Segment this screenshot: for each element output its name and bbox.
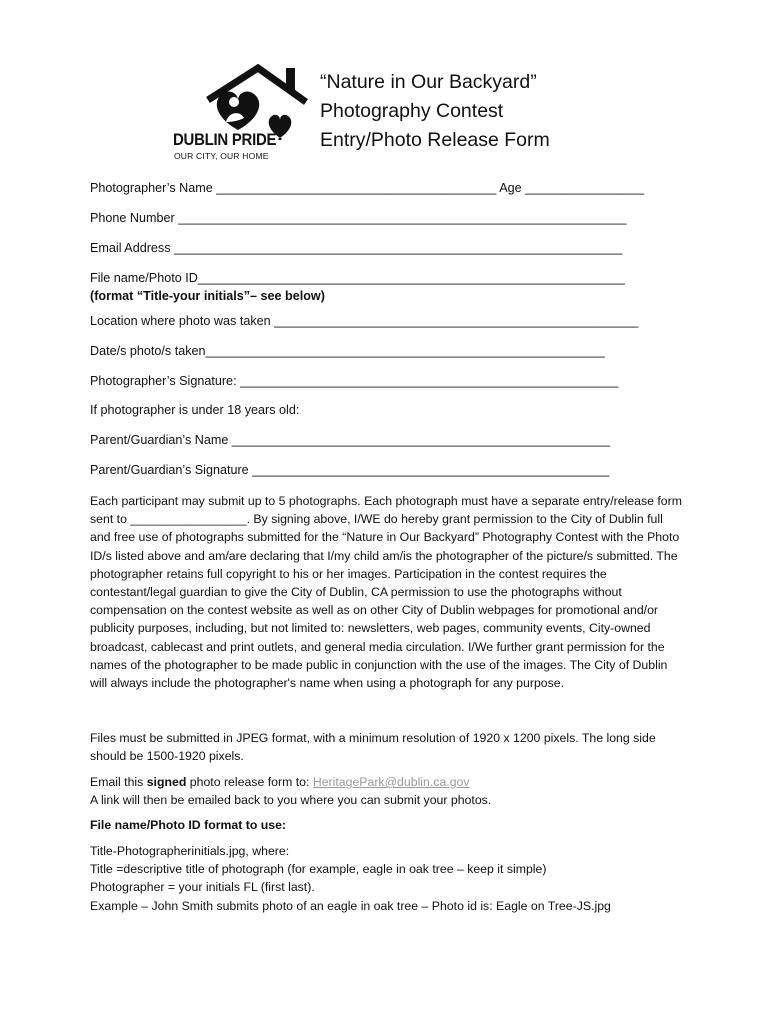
format-line-2: Title =descriptive title of photograph (for example, eagle in oak tree – keep it simple) (90, 862, 547, 877)
logo-tagline: OUR CITY, OUR HOME (174, 151, 269, 161)
email-mid: photo release form to: (186, 775, 313, 789)
form-title (320, 68, 550, 155)
dublin-pride-logo (168, 60, 308, 170)
house-heart-icon (168, 60, 308, 140)
format-line-3: Photographer = your initials FL (first last). (90, 880, 315, 895)
title-line-2: Photography Contest (320, 100, 504, 122)
title-line-3: Entry/Photo Release Form (320, 129, 550, 151)
photographer-name-field[interactable]: Photographer’s Name ________________________________________ Age _________________ (90, 181, 645, 195)
format-heading: File name/Photo ID format to use: (90, 818, 287, 832)
guardian-signature-field[interactable]: Parent/Guardian’s Signature ___________________________________________________ (90, 463, 610, 477)
email-field[interactable]: Email Address ________________________________________________________________ (90, 241, 623, 255)
file-name-field[interactable]: File name/Photo ID_____________________________________________________________ (90, 271, 626, 285)
dates-field[interactable]: Date/s photo/s taken_________________________________________________________ (90, 344, 605, 358)
email-signed: signed (146, 775, 187, 789)
under-18-label: If photographer is under 18 years old: (90, 403, 300, 417)
signature-field[interactable]: Photographer’s Signature: ______________________________________________________ (90, 374, 619, 388)
format-line-1: Title-Photographerinitials.jpg, where: (90, 844, 290, 858)
files-paragraph (90, 729, 682, 765)
release-paragraph (90, 492, 682, 692)
release-text: Each participant may submit up to 5 photographs. Each photograph must have a separate entry/release form sent to _________________. By signing above, I/WE do hereby grant permission to the City of Dublin full and free use of photographs submitted for the “Nature in Our Backyard” Photography Contest with the Photo ID/s listed above and am/are declaring that I/my child am/is the photographer of the picture/s submitted. The photographer retains full copyright to his or her images. Participation in the contest requires the contestant/legal guardian to give the City of Dublin, CA permission to use the photographs without compensation on the contest website as well as on other City of Dublin webpages for promotional and/or publicity purposes, including, but not limited to: newsletters, web pages, community events, City-owned broadcast, cablecast and print outlets, and general media circulation. I/We further grant permission for the names of the photographer to be made public in conjunction with the use of the images. The City of Dublin will always include the photographer's name when using a photograph for any purpose. (90, 494, 682, 691)
format-section (90, 842, 682, 915)
phone-field[interactable]: Phone Number ________________________________________________________________ (90, 211, 627, 225)
logo-name: DUBLIN PRIDE (173, 130, 277, 149)
guardian-name-field[interactable]: Parent/Guardian’s Name ______________________________________________________ (90, 433, 611, 447)
email-link[interactable]: HeritagePark@dublin.ca.gov (312, 775, 470, 789)
email-paragraph (90, 773, 682, 809)
files-text: Files must be submitted in JPEG format, with a minimum resolution of 1920 x 1200 pixels. The long side should be 1500-1920 pixels. (90, 731, 656, 764)
format-line-4: Example – John Smith submits photo of an eagle in oak tree – Photo id is: Eagle on Tree-JS.jpg (90, 898, 611, 913)
email-prefix: Email this (90, 775, 147, 789)
title-line-1: “Nature in Our Backyard” (320, 71, 537, 93)
email-line-1 (90, 773, 682, 791)
email-line-2: A link will then be emailed back to you where you can submit your photos. (90, 793, 492, 808)
location-field[interactable]: Location where photo was taken ____________________________________________________ (90, 314, 639, 328)
file-name-format-note: (format “Title-your initials”– see below) (90, 289, 325, 303)
